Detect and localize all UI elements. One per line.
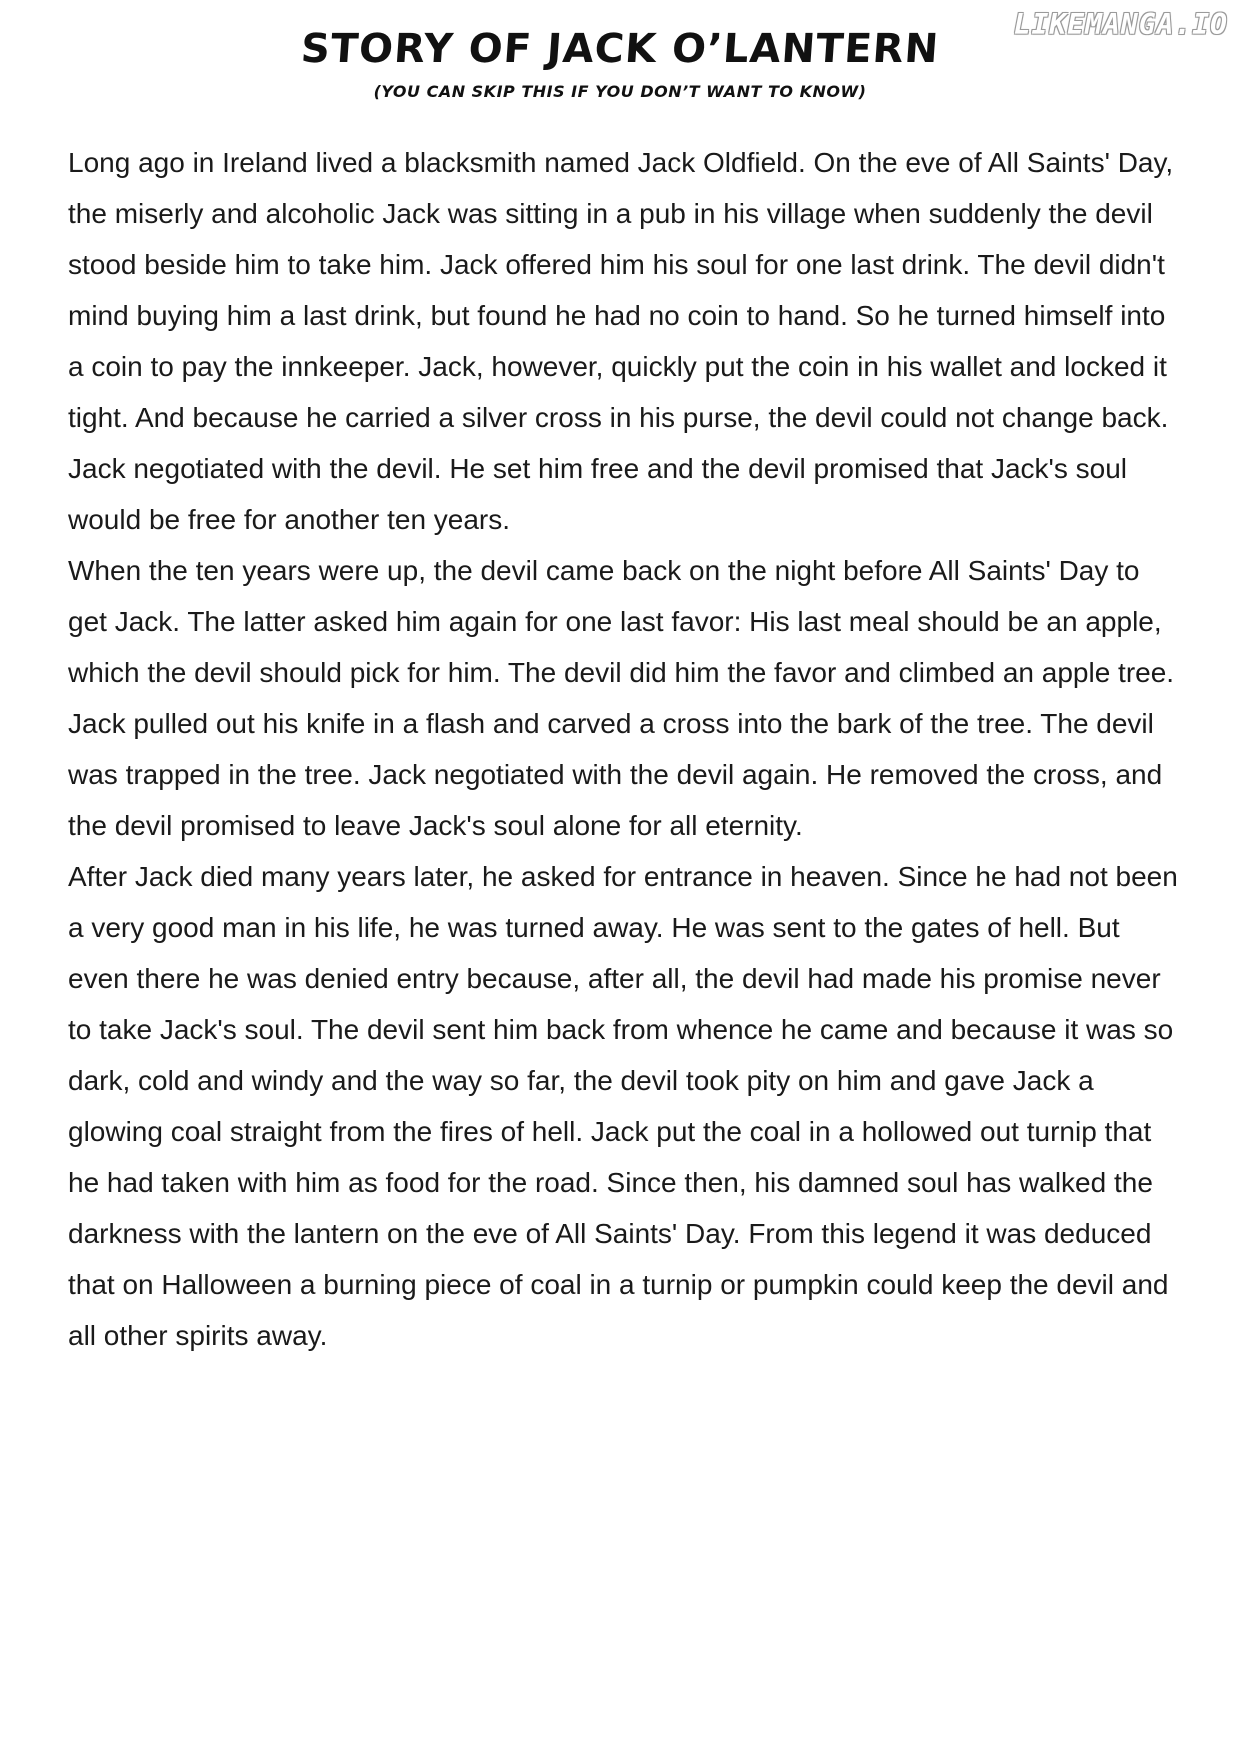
paragraph: Long ago in Ireland lived a blacksmith named Jack Oldfield. On the eve of All Saints' Day, the miserly and alcoholic Jack was sitting in a pub in his village when suddenly the devil stood beside him to take him. Jack offered him his soul for one last drink. The devil didn't mind buying him a last drink, but found he had no coin to hand. So he turned himself into a coin to pay the innkeeper. Jack, however, quickly put the coin in his wallet and locked it tight. And because he carried a silver cross in his purse, the devil could not change back. Jack negotiated with the devil. He set him free and the devil promised that Jack's soul would be free for another ten years. bbox=[68, 147, 1174, 535]
page-title: STORY OF JACK O’LANTERN bbox=[299, 26, 941, 72]
paragraph: When the ten years were up, the devil came back on the night before All Saints' Day to get Jack. The latter asked him again for one last favor: His last meal should be an apple, which the devil should pick for him. The devil did him the favor and climbed an apple tree. Jack pulled out his knife in a flash and carved a cross into the bark of the tree. The devil was trapped in the tree. Jack negotiated with the devil again. He removed the cross, and the devil promised to leave Jack's soul alone for all eternity. bbox=[68, 555, 1175, 841]
page-subtitle: (YOU CAN SKIP THIS IF YOU DON’T WANT TO KNOW) bbox=[373, 82, 867, 101]
paragraph: After Jack died many years later, he asked for entrance in heaven. Since he had not been a very good man in his life, he was turned away. He was sent to the gates of hell. But even there he was denied entry because, after all, the devil had made his promise never to take Jack's soul. The devil sent him back from whence he came and because it was so dark, cold and windy and the way so far, the devil took pity on him and gave Jack a glowing coal straight from the fires of hell. Jack put the coal in a hollowed out turnip that he had taken with him as food for the road. Since then, his damned soul has walked the darkness with the lantern on the eve of All Saints' Day. From this legend it was deduced that on Halloween a burning piece of coal in a turnip or pumpkin could keep the devil and all other spirits away. bbox=[68, 861, 1178, 1351]
story-body bbox=[68, 137, 1182, 1361]
watermark-logo: LIKEMANGA.IO bbox=[1013, 8, 1228, 41]
